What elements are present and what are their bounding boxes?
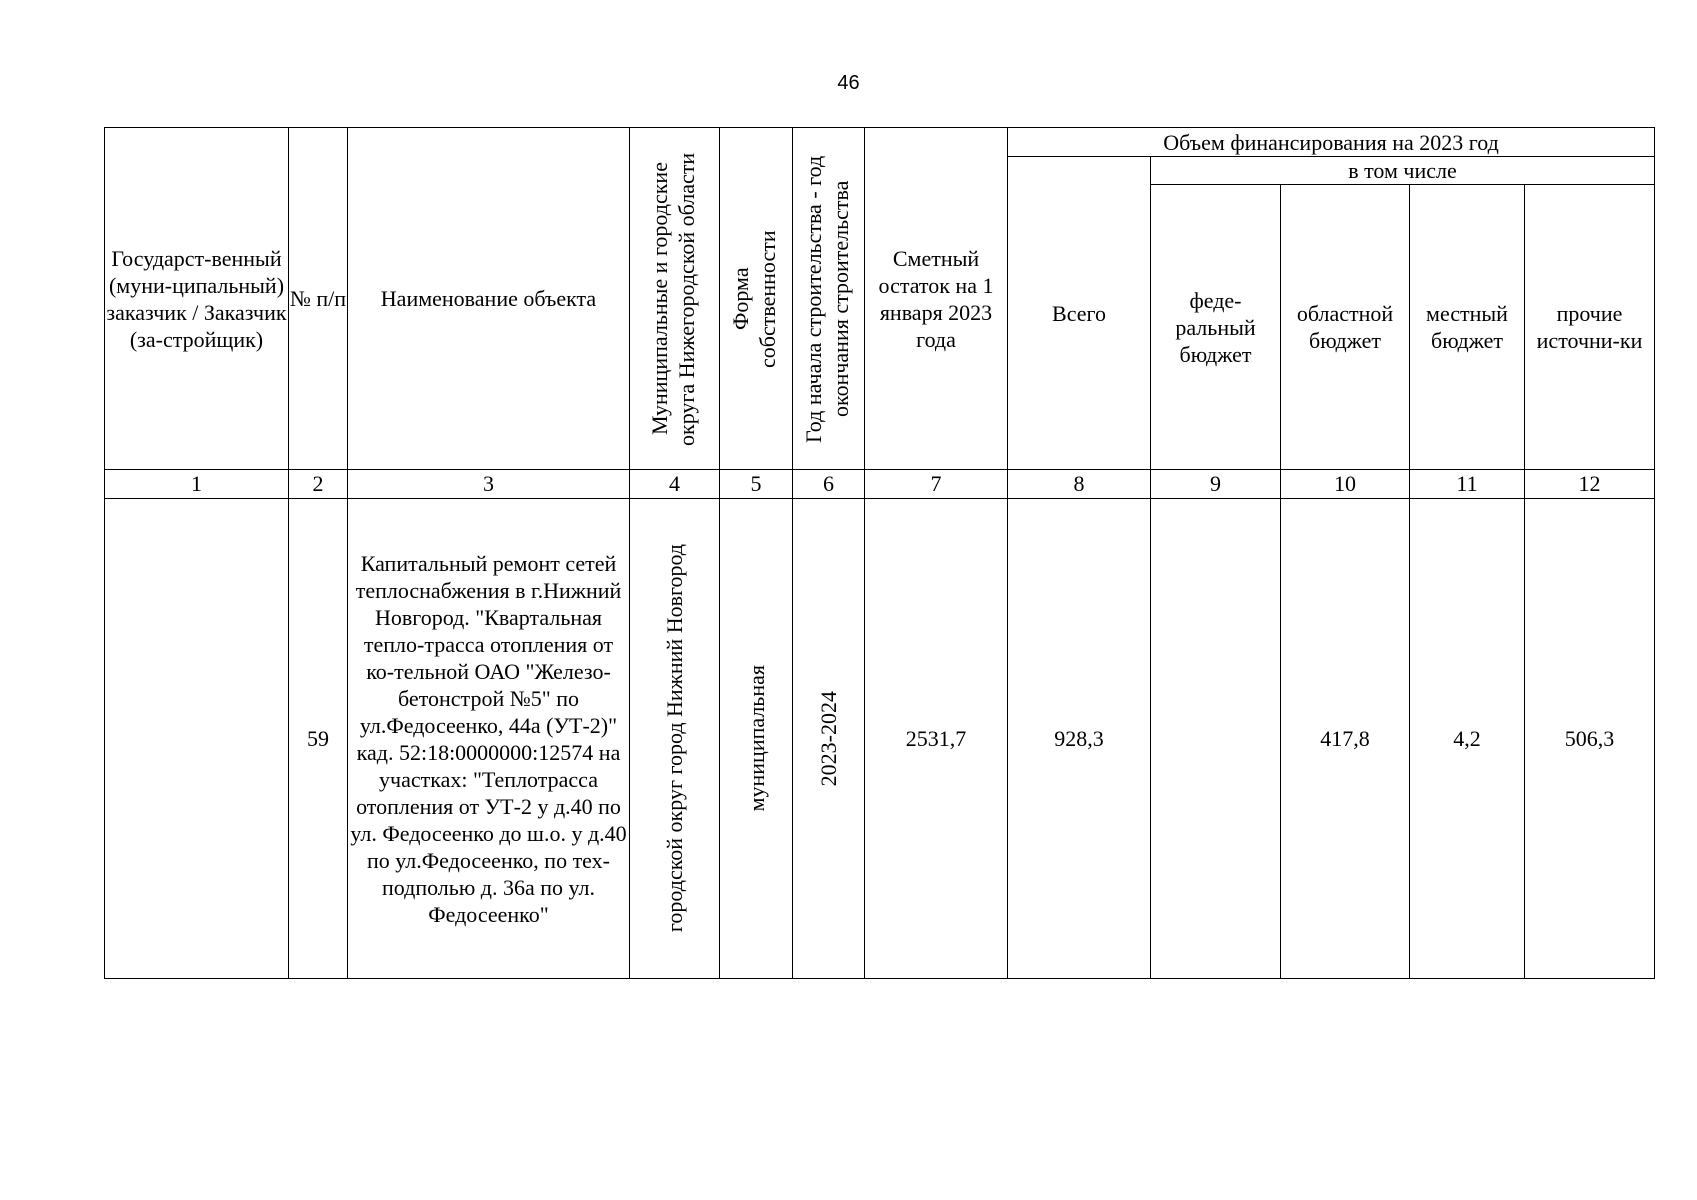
header-ownership: Форма собственности (728, 229, 780, 368)
column-number: 8 (1008, 470, 1151, 499)
header-ownership-cell (720, 128, 793, 470)
header-municipality: Муниципальные и городские округа Нижегородской области (646, 151, 699, 446)
header-local: местный бюджет (1410, 185, 1525, 470)
column-number: 10 (1281, 470, 1410, 499)
header-regional: областной бюджет (1281, 185, 1410, 470)
row-total: 928,3 (1008, 499, 1151, 979)
header-customer: Государст-венный (муни-ципальный) заказчик / Заказчик (за-стройщик) (105, 128, 289, 470)
page-number: 46 (837, 72, 860, 94)
header-federal: феде-ральный бюджет (1151, 185, 1281, 470)
row-regional: 417,8 (1281, 499, 1410, 979)
financing-table (104, 127, 1655, 979)
row-municipality: городской округ город Нижний Новгород (662, 544, 687, 933)
row-years-cell (793, 499, 865, 979)
header-municipality-cell (630, 128, 720, 470)
column-number-row (105, 470, 1655, 499)
header-other: прочие источни-ки (1525, 185, 1655, 470)
header-estimate-balance: Сметный остаток на 1 января 2023 года (865, 128, 1008, 470)
header-number: № п/п (289, 128, 348, 470)
column-number: 4 (630, 470, 720, 499)
column-number: 1 (105, 470, 289, 499)
header-total: Всего (1008, 157, 1151, 470)
row-local: 4,2 (1410, 499, 1525, 979)
row-years: 2023-2024 (816, 690, 841, 787)
header-object-name: Наименование объекта (348, 128, 630, 470)
column-number: 11 (1410, 470, 1525, 499)
header-years-cell (793, 128, 865, 470)
row-object-name: Капитальный ремонт сетей теплоснабжения в г.Нижний Новгород. "Квартальная тепло-трасса отопления от ко-тельной ОАО "Железо-бетонстрой №5" по ул.Федосеенко, 44а (УТ-2)" кад. 52:18:0000000:12574 на участках: "Теплотрасса отопления от УТ-2 у д.40 по ул. Федосеенко до ш.о. у д.40 по ул.Федосеенко, по тех-подполью д. 36а по ул. Федосеенко" (348, 499, 630, 979)
row-other: 506,3 (1525, 499, 1655, 979)
header-years: Год начала строительства - год окончания строительства (800, 154, 853, 443)
column-number: 5 (720, 470, 793, 499)
column-number: 7 (865, 470, 1008, 499)
column-number: 3 (348, 470, 630, 499)
row-municipality-cell (630, 499, 720, 979)
header-row-1 (105, 128, 1655, 157)
row-ownership: муниципальная (743, 665, 769, 812)
column-number: 2 (289, 470, 348, 499)
row-number: 59 (289, 499, 348, 979)
row-ownership-cell (720, 499, 793, 979)
column-number: 6 (793, 470, 865, 499)
header-including: в том числе (1151, 157, 1655, 185)
table-row (105, 499, 1655, 979)
row-estimate-balance: 2531,7 (865, 499, 1008, 979)
header-funding-group: Объем финансирования на 2023 год (1008, 128, 1655, 157)
row-federal (1151, 499, 1281, 979)
column-number: 9 (1151, 470, 1281, 499)
column-number: 12 (1525, 470, 1655, 499)
row-customer (105, 499, 289, 979)
